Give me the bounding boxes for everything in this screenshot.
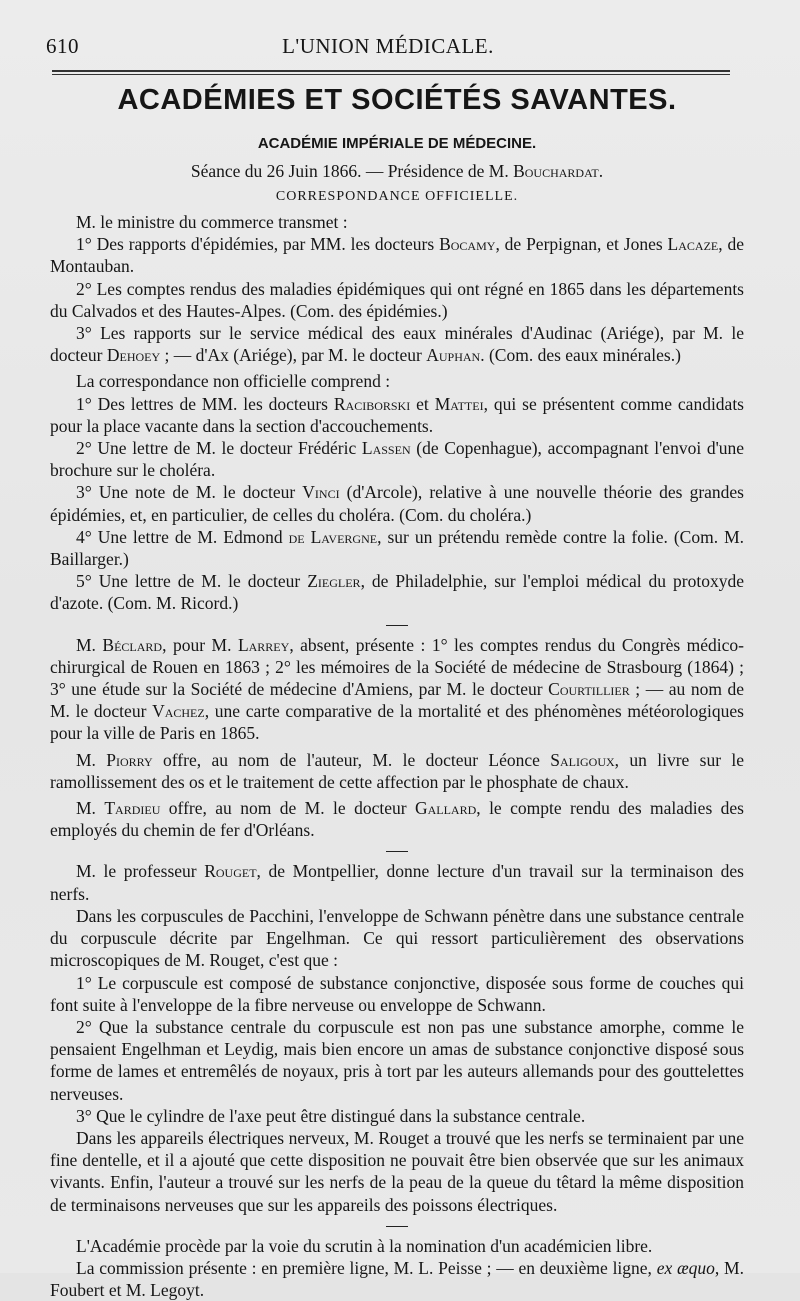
section-separator bbox=[386, 851, 408, 852]
paragraph: M. Tardieu offre, au nom de M. le docteur Gallard, le compte rendu des maladies des employés du chemin de fer d'Orléans. bbox=[50, 798, 744, 841]
paragraph: 3° Une note de M. le docteur Vinci (d'Arcole), relative à une nouvelle théorie des grandes épidémies, et, en particulier, de celles du choléra. (Com. du choléra.) bbox=[50, 482, 744, 525]
section-separator bbox=[386, 625, 408, 626]
paragraph: 1° Le corpuscule est composé de substance conjonctive, disposée sous forme de couches qui font suite à l'enveloppe de la fibre nerveuse ou enveloppe de Schwann. bbox=[50, 972, 744, 1015]
section-title: ACADÉMIES ET SOCIÉTÉS SAVANTES. bbox=[117, 84, 677, 116]
paragraph: 2° Que la substance centrale du corpuscule est non pas une substance amorphe, comme le pensaient Engelhman et Leydig, mais bien encore un amas de substance conjonctive disposé sous forme de lames et entremêlés de noyaux, pris à tort par les auteurs allemands pour des gouttelettes nerveuses. bbox=[50, 1016, 744, 1104]
page-number: 610 bbox=[46, 34, 79, 58]
paragraph: Dans les appareils électriques nerveux, M. Rouget a trouvé que les nerfs se terminaient par une fine dentelle, et il a ajouté que cette disposition ne pouvait être bien observée que sur les animaux vivants. Enfin, l'auteur a trouvé sur les nerfs de la peau de la queue du têtard la même disposition de terminaisons nerveuses que sur les appareils des poissons électriques. bbox=[50, 1127, 744, 1215]
paragraph: L'Académie procède par la voie du scrutin à la nomination d'un académicien libre. bbox=[76, 1235, 653, 1256]
session-line: Séance du 26 Juin 1866. — Présidence de M. Bouchardat. bbox=[190, 161, 604, 181]
paragraph: 1° Des lettres de MM. les docteurs Raciborski et Mattei, qui se présentent comme candidats pour la place vacante dans la section d'accouchements. bbox=[50, 393, 744, 436]
article-body bbox=[50, 211, 744, 1301]
paragraph: 2° Une lettre de M. le docteur Frédéric Lassen (de Copenhague), accompagnant l'envoi d'une brochure sur le choléra. bbox=[50, 438, 744, 481]
paragraph: La correspondance non officielle comprend : bbox=[76, 371, 391, 392]
paragraph: 2° Les comptes rendus des maladies épidémiques qui ont régné en 1865 dans les départements du Calvados et des Hautes-Alpes. (Com. des épidémies.) bbox=[50, 278, 744, 321]
header-rule-thin bbox=[52, 74, 730, 75]
paragraph: M. le professeur Rouget, de Montpellier, donne lecture d'un travail sur la terminaison des nerfs. bbox=[50, 861, 744, 904]
paragraph: 4° Une lettre de M. Edmond de Lavergne, sur un prétendu remède contre la folie. (Com. M. Baillarger.) bbox=[50, 526, 745, 570]
paragraph: Dans les corpuscules de Pacchini, l'enveloppe de Schwann pénètre dans une substance centrale du corpuscule décrite par Engelhman. Ce qui ressort particulièrement des observations microscopiques de M. Rouget, c'est que : bbox=[50, 905, 744, 971]
paragraph: M. le ministre du commerce transmet : bbox=[76, 212, 348, 232]
paragraph: 3° Les rapports sur le service médical des eaux minérales d'Audinac (Ariége), par M. le docteur Dehoey ; — d'Ax (Ariége), par M. le docteur Auphan. (Com. des eaux minérales.) bbox=[50, 323, 744, 366]
paragraph: M. Béclard, pour M. Larrey, absent, présente : 1° les comptes rendus du Congrès médico-chirurgical de Rouen en 1863 ; 2° les mémoires de la Société de médecine de Strasbourg (1864) ; 3° une étude sur la Société de médecine d'Amiens, par M. le docteur Courtillier ; — au nom de M. le docteur Vachez, une carte comparative de la mortalité et des phénomènes météorologiques pour la ville de Paris en 1865. bbox=[50, 634, 745, 744]
running-header bbox=[46, 34, 730, 64]
paragraph: La commission présente : en première ligne, M. L. Peisse ; — en deuxième ligne, ex æquo, M. Foubert et M. Legoyt. bbox=[50, 1257, 744, 1301]
paragraph: 5° Une lettre de M. le docteur Ziegler, de Philadelphie, sur l'emploi médical du protoxyde d'azote. (Com. M. Ricord.) bbox=[50, 571, 744, 614]
journal-title: L'UNION MÉDICALE. bbox=[282, 34, 494, 58]
president-name: Bouchardat bbox=[513, 161, 599, 181]
academy-title: ACADÉMIE IMPÉRIALE DE MÉDECINE. bbox=[257, 135, 537, 152]
paragraph: 3° Que le cylindre de l'axe peut être distingué dans la substance centrale. bbox=[76, 1105, 586, 1126]
header-rule bbox=[52, 70, 730, 72]
section-separator bbox=[386, 1226, 408, 1227]
paragraph: M. Piorry offre, au nom de l'auteur, M. le docteur Léonce Saligoux, un livre sur le ramollissement des os et le traitement de cette affection par le phosphate de chaux. bbox=[50, 749, 745, 792]
paragraph: 1° Des rapports d'épidémies, par MM. les docteurs Bocamy, de Perpignan, et Jones Lacaze, de Montauban. bbox=[50, 234, 744, 277]
correspondence-heading: CORRESPONDANCE OFFICIELLE. bbox=[275, 189, 519, 204]
